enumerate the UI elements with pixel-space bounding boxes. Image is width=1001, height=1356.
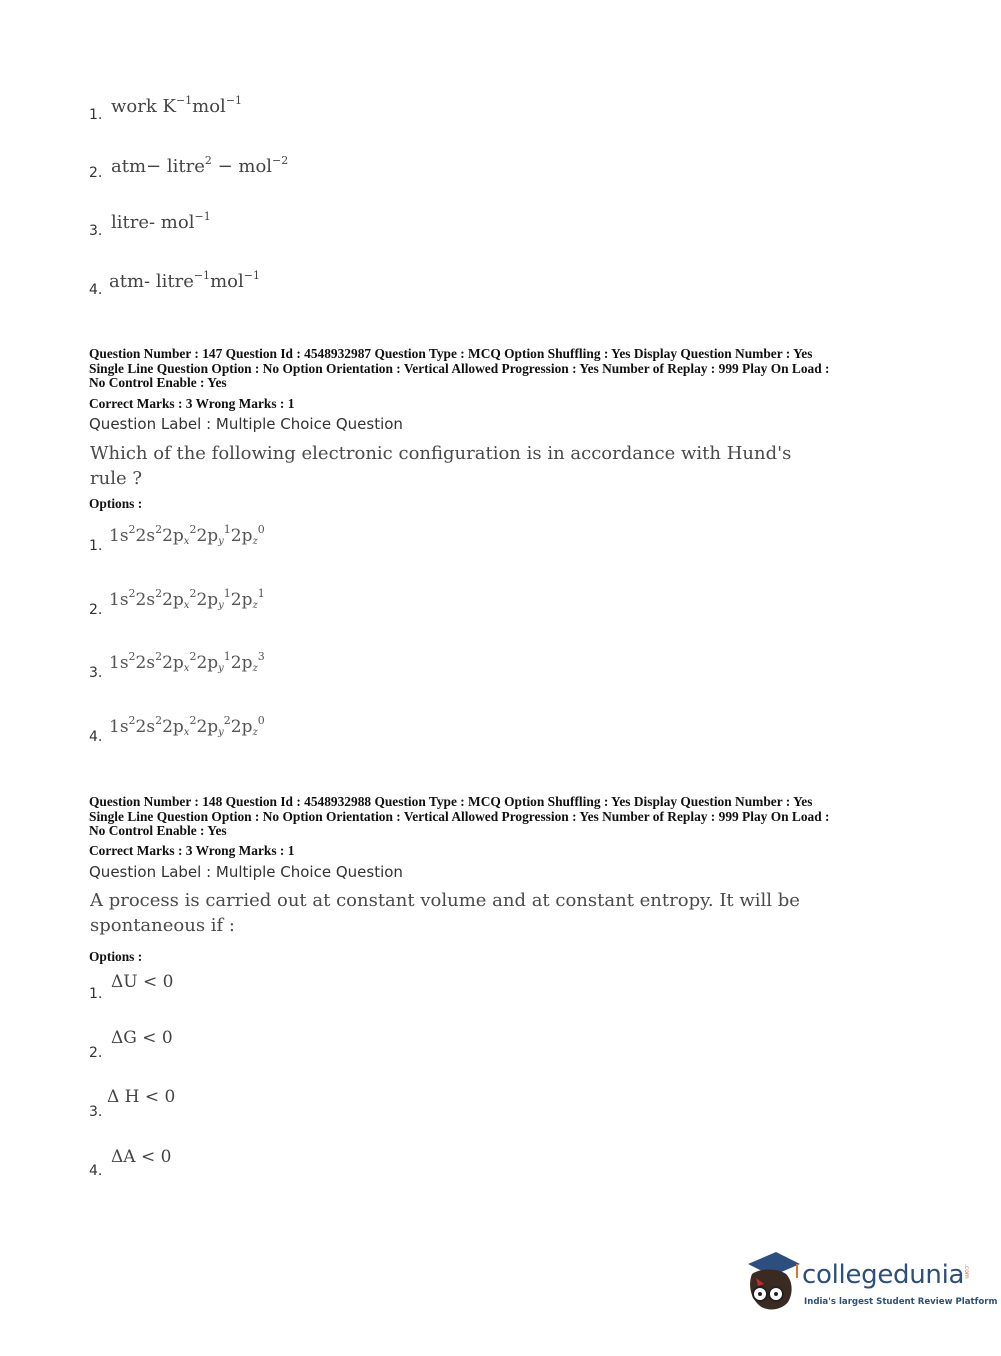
- option-number: 1.: [89, 107, 103, 123]
- option-text: ΔG < 0: [111, 1028, 173, 1048]
- option-number: 3.: [89, 665, 103, 681]
- logo-wordmark: collegedunia: [802, 1260, 965, 1290]
- collegedunia-logo: [742, 1250, 998, 1314]
- prev-option-4: [89, 269, 260, 299]
- option-number: 1.: [89, 538, 103, 554]
- question-marks: Correct Marks : 3 Wrong Marks : 1: [89, 396, 295, 411]
- option-number: 1.: [89, 986, 103, 1002]
- question-label: Question Label : Multiple Choice Question: [89, 863, 403, 881]
- option-text: work $K^{-1}mol^{-1}$: [111, 94, 243, 117]
- option-1[interactable]: [89, 972, 174, 1003]
- prev-option-2: [89, 154, 289, 182]
- logo-tagline: India's largest Student Review Platform: [804, 1297, 998, 1307]
- prev-option-1: [89, 94, 243, 124]
- option-number: 2.: [89, 165, 103, 181]
- option-number: 4.: [89, 1163, 103, 1179]
- option-text: atm− litre$^2$ − mol$^{-2}$: [111, 154, 289, 177]
- option-number: 2.: [89, 602, 103, 618]
- option-1[interactable]: [89, 523, 265, 555]
- question-text: Which of the following electronic configuration is in accordance with Hund's rule ?: [90, 443, 792, 489]
- option-config: $1s^22s^22p_x^22p_y^12p_z^3$: [109, 650, 265, 674]
- logo-com: .com: [963, 1264, 970, 1279]
- options-heading: Options :: [89, 949, 143, 964]
- question-text: A process is carried out at constant volume and at constant entropy. It will be spontaneous if :: [90, 890, 800, 936]
- option-number: 2.: [89, 1045, 103, 1061]
- option-config: $1s^22s^22p_x^22p_y^12p_z^1$: [109, 587, 265, 611]
- option-text: ΔA < 0: [111, 1147, 172, 1167]
- options-heading: Options :: [89, 496, 143, 511]
- option-text: Δ H < 0: [107, 1087, 176, 1107]
- option-text: atm- litre$^{-1}$mol$^{-1}$: [109, 269, 260, 292]
- option-4[interactable]: [89, 1147, 172, 1180]
- prev-option-3: [89, 210, 211, 240]
- option-3[interactable]: [89, 650, 265, 682]
- option-text: ΔU < 0: [111, 972, 174, 992]
- option-config: $1s^22s^22p_x^22p_y^22p_z^0$: [109, 714, 265, 738]
- question-marks: Correct Marks : 3 Wrong Marks : 1: [89, 843, 295, 858]
- option-number: 4.: [89, 282, 103, 298]
- option-number: 4.: [89, 729, 103, 745]
- option-2[interactable]: [89, 1028, 173, 1062]
- question-meta: Question Number : 147 Question Id : 4548932987 Question Type : MCQ Option Shuffling : Yes Display Question Number : Yes Single Line Question Option : No Option Orientation : Vertical Allowed Progression : Yes Number of Replay : 999 Play On Load : No Control Enable : Yes: [89, 346, 830, 391]
- option-number: 3.: [89, 1104, 103, 1120]
- option-number: 3.: [89, 223, 103, 239]
- option-2[interactable]: [89, 587, 265, 619]
- option-4[interactable]: [89, 714, 265, 746]
- option-3[interactable]: [89, 1087, 176, 1121]
- question-label: Question Label : Multiple Choice Question: [89, 415, 403, 433]
- option-text: litre- mol$^{-1}$: [111, 210, 211, 233]
- mascot-icon: [742, 1250, 802, 1314]
- question-meta: Question Number : 148 Question Id : 4548932988 Question Type : MCQ Option Shuffling : Yes Display Question Number : Yes Single Line Question Option : No Option Orientation : Vertical Allowed Progression : Yes Number of Replay : 999 Play On Load : No Control Enable : Yes: [89, 794, 830, 839]
- option-config: $1s^22s^22p_x^22p_y^12p_z^0$: [109, 523, 265, 547]
